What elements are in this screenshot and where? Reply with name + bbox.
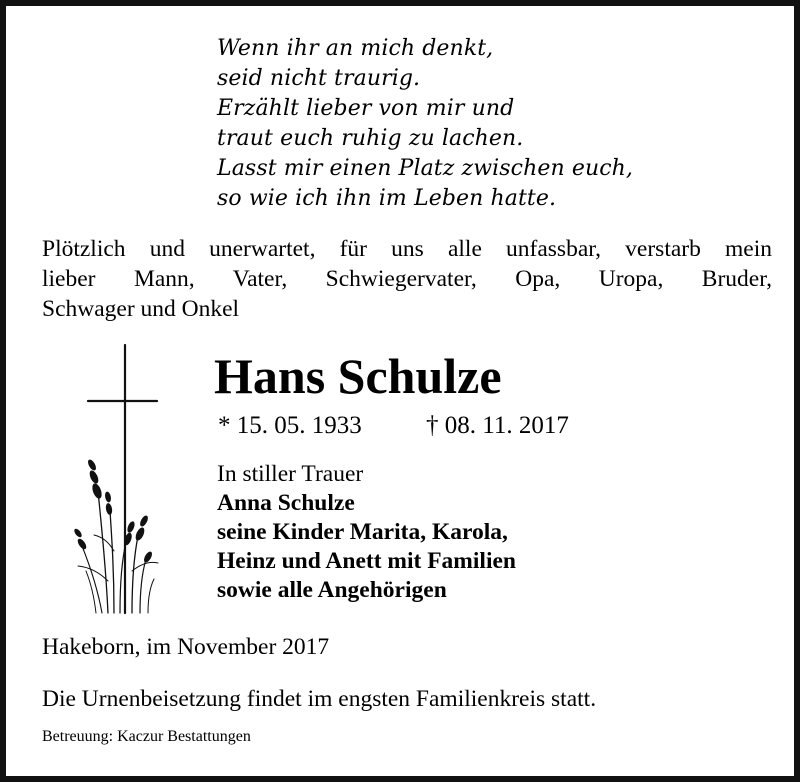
deceased-name: Hans Schulze xyxy=(214,348,502,404)
birth-date: * 15. 05. 1933 xyxy=(218,412,362,439)
announcement-line: Schwager und Onkel xyxy=(42,296,240,322)
announcement-line: lieber Mann, Vater, Schwiegervater, Opa, Uropa, Bruder, xyxy=(42,266,772,292)
poem-line: Wenn ihr an mich denkt, xyxy=(217,36,494,61)
cross-with-wheat-icon xyxy=(68,341,168,621)
poem-line: Lasst mir einen Platz zwischen euch, xyxy=(217,156,634,181)
place-and-date: Hakeborn, im November 2017 xyxy=(42,634,330,660)
death-announcement xyxy=(42,234,772,324)
funeral-home-credit: Betreuung: Kaczur Bestattungen xyxy=(42,728,251,745)
mourner-line: Heinz und Anett mit Familien xyxy=(217,548,516,574)
life-dates xyxy=(218,410,569,442)
mourner-line: seine Kinder Marita, Karola, xyxy=(217,519,508,545)
death-date: † 08. 11. 2017 xyxy=(426,412,569,439)
mourning-heading: In stiller Trauer xyxy=(217,461,364,487)
poem-line: seid nicht traurig. xyxy=(217,66,421,91)
poem-line: Erzählt lieber von mir und xyxy=(217,96,515,121)
poem-line: traut euch ruhig zu lachen. xyxy=(217,126,524,151)
announcement-line: Plötzlich und unerwartet, für uns alle unfassbar, verstarb mein xyxy=(42,236,772,262)
urn-burial-note: Die Urnenbeisetzung findet im engsten Familienkreis statt. xyxy=(42,686,597,712)
poem xyxy=(217,34,633,214)
mourner-line: sowie alle Angehörigen xyxy=(217,577,447,603)
mourner-line: Anna Schulze xyxy=(217,490,355,516)
mourners-block xyxy=(217,460,516,605)
poem-line: so wie ich ihn im Leben hatte. xyxy=(217,186,557,211)
